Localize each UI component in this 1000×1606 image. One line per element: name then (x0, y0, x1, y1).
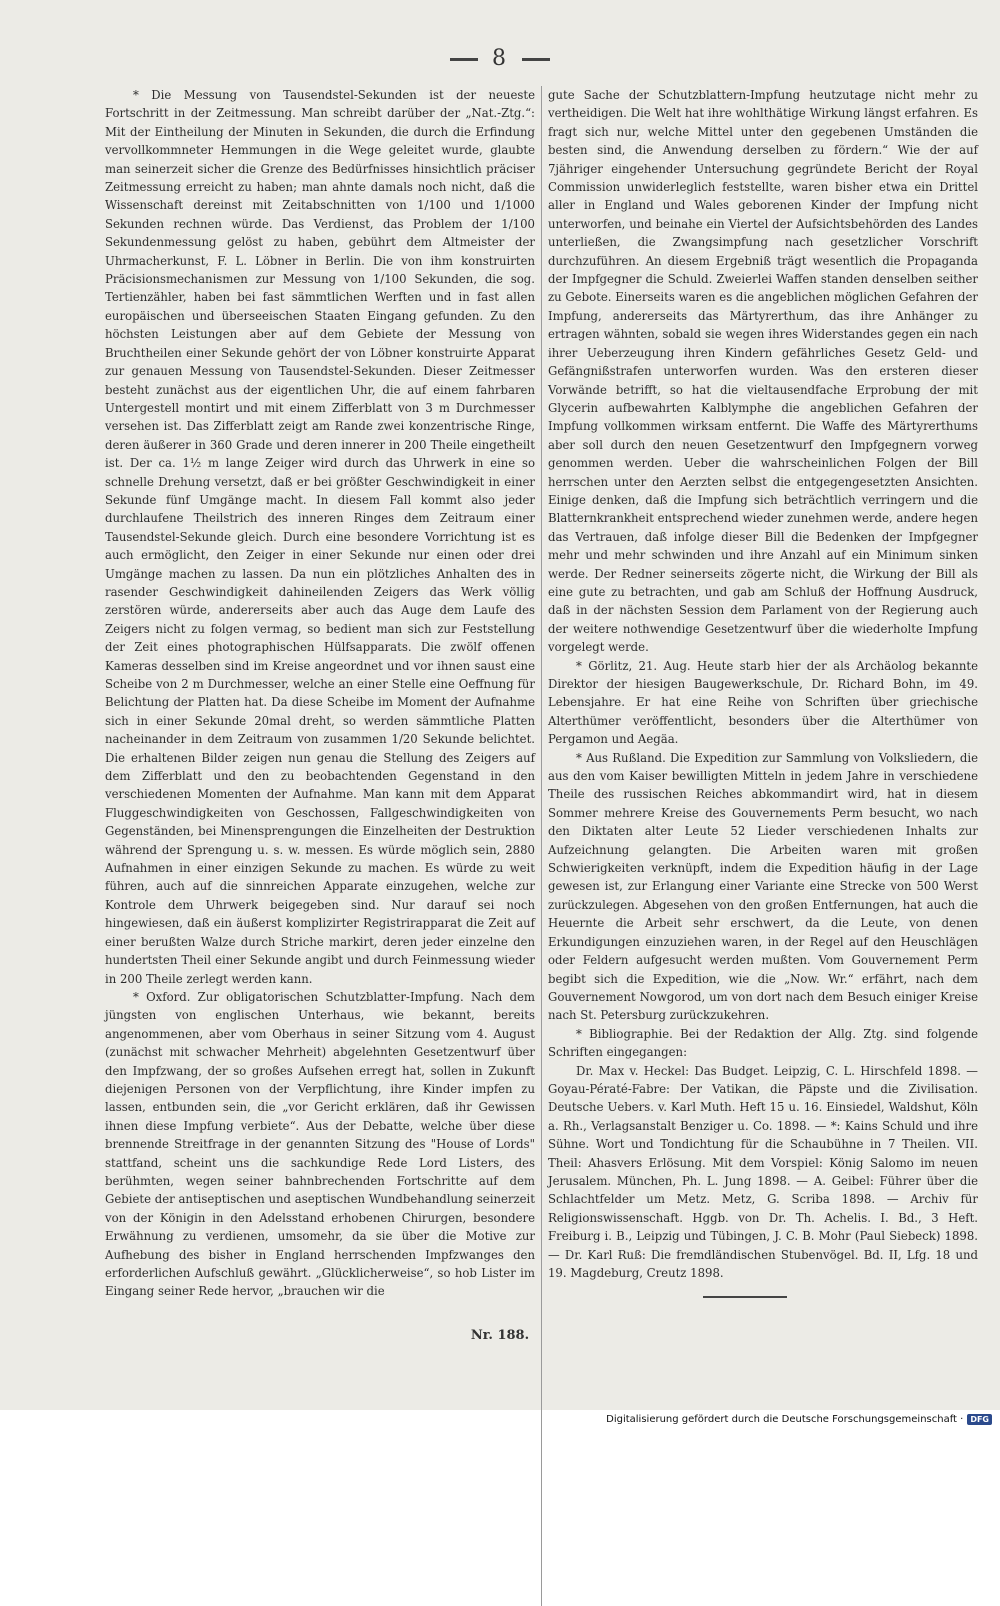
left-column (105, 86, 535, 1301)
article-russland: * Aus Rußland. Die Expedition zur Sammlung von Volksliedern, die aus den vom Kaiser bewilligten Mitteln in jedem Jahre in verschiedene Theile des russischen Reiches abkommandirt wird, hat in diesem Sommer mehrere Kreise des Gouvernements Perm besucht, wo nach den Diktaten alter Leute 52 Lieder verschiedenen Inhalts zur Aufzeichnung gelangten. Die Arbeiten waren mit großen Schwierigkeiten verknüpft, indem die Expedition häufig in der Lage gewesen ist, zur Erlangung einer Variante eine Strecke von 500 Werst zurückzulegen. Abgesehen von den großen Entfernungen, hat auch die Heuernte die Arbeit sehr erschwert, da die Leute, von denen Erkundigungen einzuziehen waren, in der Regel auf den Heuschlägen oder Feldern aufgesucht werden mußten. Vom Gouvernement Perm begibt sich die Expedition, wie die „Now. Wr.“ erfährt, nach dem Gouvernement Nowgorod, um von dort nach dem Besuch einiger Kreise nach St. Petersburg zurückzukehren. (548, 750, 978, 1023)
article-bibliographie: * Bibliographie. Bei der Redaktion der Allg. Ztg. sind folgende Schriften eingegangen: (548, 1026, 978, 1060)
column-divider (541, 86, 542, 1606)
page-number-header (0, 46, 1000, 71)
right-column (548, 86, 978, 1282)
issue-number: Nr. 188. (470, 1328, 530, 1343)
dash-left (450, 58, 478, 61)
article-goerlitz: * Görlitz, 21. Aug. Heute starb hier der als Archäolog bekannte Direktor der hiesigen Baugewerkschule, Dr. Richard Bohn, im 49. Lebensjahre. Er hat eine Reihe von Schriften über griechische Alterthümer veröffentlicht, besonders über die Alterthümer von Pergamon und Aegäa. (548, 658, 978, 747)
end-rule (703, 1296, 787, 1298)
article-tausendstel-sekunden: * Die Messung von Tausendstel-Sekunden ist der neueste Fortschritt in der Zeitmessung. Man schreibt darüber der „Nat.-Ztg.“: Mit der Eintheilung der Minuten in Sekunden, die durch die Erfindung vervollkommneter Hemmungen in die Wege geleitet wurde, glaubte man seinerzeit sicher die Grenze des Bedürfnisses hinsichtlich präciser Zeitmessung erreicht zu haben; man ahnte damals noch nicht, daß die Wissenschaft dereinst mit Zeitabschnitten von 1/100 und 1/1000 Sekunden rechnen würde. Das Verdienst, das Problem der 1/100 Sekundenmessung gelöst zu haben, gebührt dem Altmeister der Uhrmacherkunst, F. L. Löbner in Berlin. Die von ihm konstruirten Präcisionsmechanismen zur Messung von 1/100 Sekunden, die sog. Tertienzähler, haben bei fast sämmtlichen Werften und in fast allen europäischen und überseeischen Staaten Eingang gefunden. Zu den höchsten Leistungen aber auf dem Gebiete der Messung von Bruchtheilen einer Sekunde gehört der von Löbner konstruirte Apparat zur genauen Messung von Tausendstel-Sekunden. Dieser Zeitmesser besteht zunächst aus der eigentlichen Uhr, die auf einem fahrbaren Untergestell montirt und mit einem Zifferblatt von 3 m Durchmesser versehen ist. Das Zifferblatt zeigt am Rande zwei konzentrische Ringe, deren äußerer in 360 Grade und deren innerer in 200 Theile eingetheilt ist. Der ca. 1½ m lange Zeiger wird durch das Uhrwerk in eine so schnelle Drehung versetzt, daß er bei größter Geschwindigkeit in einer Sekunde fünf Umgänge macht. In diesem Fall kommt also jeder durchlaufene Theilstrich des inneren Ringes dem Zeitraum einer Tausendstel-Sekunde gleich. Durch eine besondere Vorrichtung ist es auch ermöglicht, den Zeiger in einer Sekunde nur einen oder drei Umgänge machen zu lassen. Da nun ein plötzliches Anhalten des in rasender Geschwindigkeit dahineilenden Zeigers das Werk völlig zerstören würde, andererseits aber auch das Auge dem Laufe des Zeigers nicht zu folgen vermag, so bedient man sich zur Feststellung der Zeit eines photographischen Hülfsapparats. Die zwölf offenen Kameras desselben sind im Kreise angeordnet und vor ihnen saust eine Scheibe von 2 m Durchmesser, welche an einer Stelle eine Oeffnung für Belichtung der Platten hat. Da diese Scheibe im Moment der Aufnahme sich in einer Sekunde 20mal dreht, so werden sämmtliche Platten nacheinander in dem Zeitraum von zusammen 1/20 Sekunde belichtet. Die erhaltenen Bilder zeigen nun genau die Stellung des Zeigers auf dem Zifferblatt und den zu beobachtenden Gegenstand in den verschiedenen Momenten der Aufnahme. Man kann mit dem Apparat Fluggeschwindigkeiten von Geschossen, Fallgeschwindigkeiten von Gegenständen, bei Minensprengungen die Einzelheiten der Destruktion während der Sprengung u. s. w. messen. Es würde möglich sein, 2880 Aufnahmen in einer einzigen Sekunde zu machen. Es würde zu weit führen, auch auf die sinnreichen Apparate einzugehen, welche zur Kontrole dem Uhrwerk beigegeben sind. Nur darauf sei noch hingewiesen, daß ein äußerst komplizirter Registrirapparat die Zeit auf einer berußten Walze durch Striche markirt, deren jeder einzelne den hundertsten Theil einer Sekunde angibt und durch Feinmessung wieder in 200 Theile zerlegt werden kann. (105, 88, 535, 986)
article-oxford-continued: gute Sache der Schutzblattern-Impfung heutzutage nicht mehr zu vertheidigen. Die Welt hat ihre wohlthätige Wirkung längst erfahren. Es fragt sich nur, welche Mittel unter den gegebenen Umständen die besten sind, die Anwendung derselben zu fördern.“ Wie der auf 7jähriger eingehender Untersuchung gegründete Bericht der Royal Commission unwiderleglich feststellte, waren bisher etwa ein Drittel aller in England und Wales geborenen Kinder der Impfung nicht unterworfen, und beinahe ein Viertel der Aufsichtsbehörden des Landes unterließen, die Zwangsimpfung nach gesetzlicher Vorschrift durchzuführen. An diesem Ergebniß trägt wesentlich die Propaganda der Impfgegner die Schuld. Zweierlei Waffen standen denselben seither zu Gebote. Einerseits waren es die angeblichen möglichen Gefahren der Impfung, andererseits das Märtyrerthum, das ihre Anhänger zu ertragen wähnten, sobald sie wegen ihres Widerstandes gegen ein nach ihrer Ueberzeugung ihren Kindern gefährliches Gesetz Geld- und Gefängnißstrafen unterworfen wurden. Was den ersteren dieser Vorwände betrifft, so hat die vieltausendfache Erprobung der mit Glycerin aufbewahrten Kalblymphe die angeblichen Gefahren der Impfung vollkommen wirksam entfernt. Die Waffe des Märtyrerthums aber soll durch den neuen Gesetzentwurf den Impfgegnern vorweg genommen werden. Ueber die wahrscheinlichen Folgen der Bill herrschen unter den Aerzten selbst die entgegengesetzten Ansichten. Einige denken, daß die Impfung sich beträchtlich verringern und die Blatternkrankheit entsprechend wieder zunehmen werde, andere hegen das Vertrauen, daß infolge dieser Bill die Bedenken der Impfgegner mehr und mehr schwinden und ihre Anzahl auf ein Minimum sinken werde. Der Redner seinerseits zögerte nicht, die Wirkung der Bill als eine gute zu betrachten, und gab am Schluß der Hoffnung Ausdruck, daß in der nächsten Session dem Parlament von der Regierung auch der weitere nothwendige Gesetzentwurf über die wiederholte Impfung vorgelegt werde. (548, 88, 978, 655)
page-number: 8 (492, 46, 508, 71)
bibliography-list: Dr. Max v. Heckel: Das Budget. Leipzig, C. L. Hirschfeld 1898. — Goyau-Pératé-Fabre: Der Vatikan, die Päpste und die Zivilisation. Deutsche Uebers. v. Karl Muth. Heft 15 u. 16. Einsiedel, Waldshut, Köln a. Rh., Verlagsanstalt Benziger u. Co. 1898. — *: Kains Schuld und ihre Sühne. Wort und Tondichtung für die Schaubühne in 7 Theilen. VII. Theil: Ahasvers Erlösung. Mit dem Vorspiel: König Salomo im neuen Jerusalem. München, Ph. L. Jung 1898. — A. Geibel: Führer über die Schlachtfelder um Metz. Metz, G. Scriba 1898. — Archiv für Religionswissenschaft. Hggb. von Dr. Th. Achelis. I. Bd., 3 Heft. Freiburg i. B., Leipzig und Tübingen, J. C. B. Mohr (Paul Siebeck) 1898. — Dr. Karl Ruß: Die fremdländischen Stubenvögel. Bd. II, Lfg. 18 und 19. Magdeburg, Creutz 1898. (548, 1063, 978, 1280)
digitization-footer (606, 1414, 992, 1425)
dash-right (522, 58, 550, 61)
footer-text: Digitalisierung gefördert durch die Deutsche Forschungsgemeinschaft · (606, 1414, 964, 1425)
article-oxford-impfung: * Oxford. Zur obligatorischen Schutzblatter-Impfung. Nach dem jüngsten von englischen Unterhaus, wie bekannt, bereits angenommenen, aber vom Oberhaus in seiner Sitzung vom 4. August (zunächst mit schwacher Mehrheit) abgelehnten Gesetzentwurf über den Impfzwang, der so großes Aufsehen erregt hat, sollen in Zukunft diejenigen Personen von der Verpflichtung, ihre Kinder impfen zu lassen, entbunden sein, die „vor Gericht erklären, daß ihr Gewissen ihnen diese Impfung verbiete“. Aus der Debatte, welche über diese brennende Streitfrage in der genannten Sitzung des "House of Lords" stattfand, scheint uns die sachkundige Rede Lord Listers, des berühmten, wegen seiner bahnbrechenden Fortschritte auf dem Gebiete der antiseptischen und aseptischen Wundbehandlung seinerzeit von der Königin in den Adelsstand erhobenen Chirurgen, besondere Erwähnung zu verdienen, umsomehr, da sie über die Motive zur Aufhebung des bisher in England herrschenden Impfzwanges den erforderlichen Aufschluß gewährt. „Glücklicherweise“, so hob Lister im Eingang seiner Rede hervor, „brauchen wir die (105, 989, 535, 1299)
dfg-logo-icon: DFG (967, 1414, 992, 1425)
